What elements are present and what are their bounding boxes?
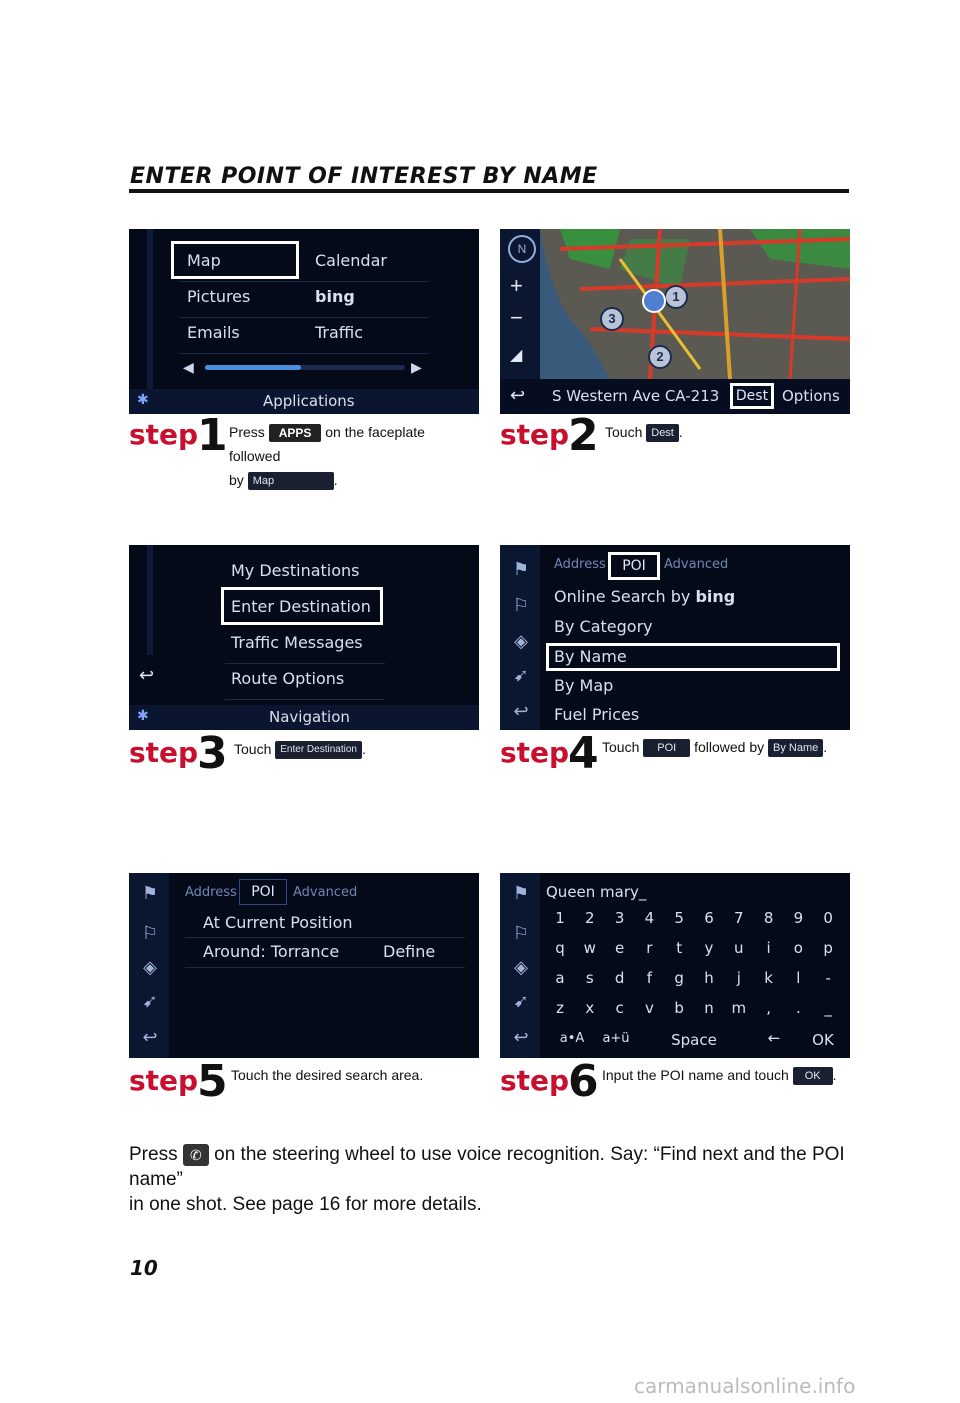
ok-button-chip: OK bbox=[793, 1067, 833, 1085]
scrollbar[interactable] bbox=[205, 365, 405, 370]
screen-label-navigation: Navigation bbox=[269, 708, 350, 726]
step-5-caption: Touch the desired search area. bbox=[231, 1067, 424, 1083]
key-2-5[interactable]: h bbox=[704, 969, 714, 987]
tab-advanced[interactable]: Advanced bbox=[664, 557, 729, 572]
map-button-chip: Map bbox=[248, 472, 334, 490]
key-0-0[interactable]: 1 bbox=[555, 909, 565, 927]
watermark: carmanualsonline.info bbox=[634, 1374, 856, 1398]
key-1-1[interactable]: w bbox=[583, 939, 596, 957]
map-marker-1[interactable]: 1 bbox=[664, 285, 688, 309]
menu-traffic[interactable]: Traffic bbox=[315, 323, 364, 342]
key-backspace[interactable]: ← bbox=[767, 1029, 781, 1047]
key-1-4[interactable]: t bbox=[676, 939, 683, 957]
key-0-6[interactable]: 7 bbox=[734, 909, 744, 927]
poi-name-input[interactable]: Queen mary_ bbox=[546, 883, 647, 901]
key-2-4[interactable]: g bbox=[674, 969, 684, 987]
key-2-0[interactable]: a bbox=[555, 969, 565, 987]
dest-button-chip: Dest bbox=[646, 424, 679, 442]
key-2-2[interactable]: d bbox=[614, 969, 625, 987]
bluetooth-icon: ✱ bbox=[137, 391, 149, 407]
zoom-in-button[interactable]: + bbox=[510, 273, 523, 298]
key-3-1[interactable]: x bbox=[585, 999, 595, 1017]
screenshot-applications bbox=[129, 229, 479, 414]
tab-address[interactable]: Address bbox=[185, 885, 237, 900]
key-1-9[interactable]: p bbox=[823, 939, 833, 957]
back-icon[interactable]: ↩ bbox=[513, 1027, 529, 1047]
menu-my-destinations[interactable]: My Destinations bbox=[231, 561, 360, 580]
key-2-9[interactable]: - bbox=[825, 969, 831, 987]
menu-around-torrance[interactable]: Around: Torrance bbox=[203, 942, 340, 961]
title-rule bbox=[129, 189, 849, 193]
enter-destination-icon[interactable]: ⚐ bbox=[512, 923, 530, 943]
destination-flag-icon[interactable]: ⚑ bbox=[512, 559, 530, 579]
key-3-9[interactable]: _ bbox=[824, 999, 832, 1017]
route-icon[interactable]: ➹ bbox=[513, 991, 529, 1011]
key-2-7[interactable]: k bbox=[764, 969, 773, 987]
menu-route-options[interactable]: Route Options bbox=[231, 669, 345, 688]
scroll-left-icon[interactable]: ◀ bbox=[183, 359, 194, 375]
screenshot-map bbox=[500, 229, 850, 414]
key-1-5[interactable]: y bbox=[704, 939, 714, 957]
dest-button[interactable]: Dest bbox=[730, 383, 774, 409]
key-3-0[interactable]: z bbox=[556, 999, 564, 1017]
menu-by-name[interactable]: By Name bbox=[554, 647, 627, 666]
destination-flag-icon[interactable]: ⚑ bbox=[512, 883, 530, 903]
step-3-label: step 3 bbox=[129, 728, 228, 779]
key-3-2[interactable]: c bbox=[615, 999, 624, 1017]
key-1-3[interactable]: r bbox=[646, 939, 653, 957]
tab-poi[interactable]: POI bbox=[239, 879, 287, 905]
key-3-4[interactable]: b bbox=[674, 999, 684, 1017]
step-3-caption: Touch Enter Destination . bbox=[234, 737, 474, 761]
menu-emails[interactable]: Emails bbox=[187, 323, 240, 342]
menu-enter-destination[interactable]: Enter Destination bbox=[231, 597, 371, 616]
key-0-9[interactable]: 0 bbox=[823, 909, 833, 927]
key-1-2[interactable]: e bbox=[614, 939, 625, 957]
voice-recognition-note: Press ✆ on the steering wheel to use voice recognition. Say: “Find next and the POI name” in one shot. See page 16 for more details. bbox=[129, 1144, 845, 1215]
page-title: ENTER POINT OF INTEREST BY NAME bbox=[130, 164, 598, 189]
back-icon[interactable]: ↩ bbox=[510, 385, 526, 405]
step-6-caption: Input the POI name and touch OK . bbox=[602, 1063, 847, 1087]
key-3-8[interactable]: . bbox=[796, 999, 801, 1017]
enter-destination-icon[interactable]: ⚐ bbox=[512, 595, 530, 615]
zoom-out-button[interactable]: − bbox=[510, 305, 523, 330]
route-icon[interactable]: ➹ bbox=[142, 991, 158, 1011]
key-ok[interactable]: OK bbox=[812, 1031, 834, 1049]
key-1-0[interactable]: q bbox=[555, 939, 565, 957]
key-2-1[interactable]: s bbox=[585, 969, 594, 987]
step-2-label: step 2 bbox=[500, 410, 599, 461]
menu-bing[interactable]: bing bbox=[315, 287, 355, 306]
back-icon[interactable]: ↩ bbox=[139, 665, 155, 685]
apps-button-chip: APPS bbox=[269, 424, 322, 442]
vehicle-position-icon bbox=[642, 289, 666, 313]
screenshot-search-area bbox=[129, 873, 479, 1058]
key-3-3[interactable]: v bbox=[644, 999, 654, 1017]
key-0-3[interactable]: 4 bbox=[644, 909, 655, 927]
key-1-7[interactable]: i bbox=[766, 939, 771, 957]
map-view-icon[interactable]: ◢ bbox=[510, 347, 523, 364]
menu-at-current-position[interactable]: At Current Position bbox=[203, 913, 353, 932]
key-space[interactable]: Space bbox=[671, 1031, 717, 1049]
current-road: S Western Ave CA-213 bbox=[552, 387, 720, 405]
traffic-icon[interactable]: ◈ bbox=[514, 631, 528, 651]
route-icon[interactable]: ➹ bbox=[513, 665, 529, 685]
traffic-icon[interactable]: ◈ bbox=[514, 957, 528, 977]
step-5-label: step 5 bbox=[129, 1056, 228, 1107]
talk-button-icon: ✆ bbox=[183, 1144, 209, 1166]
key-1-8[interactable]: o bbox=[793, 939, 803, 957]
screenshot-navigation bbox=[129, 545, 479, 730]
bluetooth-icon: ✱ bbox=[137, 707, 149, 723]
step-2-caption: Touch Dest . bbox=[605, 420, 845, 444]
key-0-1[interactable]: 2 bbox=[585, 909, 595, 927]
screenshot-keyboard bbox=[500, 873, 850, 1058]
key-2-8[interactable]: l bbox=[796, 969, 801, 987]
key-case-toggle[interactable]: a•A bbox=[559, 1031, 585, 1046]
key-0-5[interactable]: 6 bbox=[704, 909, 714, 927]
step-4-caption: Touch POI followed by By Name . bbox=[602, 735, 847, 759]
key-0-4[interactable]: 5 bbox=[674, 909, 684, 927]
menu-by-category[interactable]: By Category bbox=[554, 617, 653, 636]
enter-destination-chip: Enter Destination bbox=[275, 741, 362, 759]
step-4-label: step 4 bbox=[500, 728, 599, 779]
menu-by-map[interactable]: By Map bbox=[554, 676, 614, 695]
key-accents[interactable]: a+ü bbox=[602, 1031, 630, 1046]
poi-chip: POI bbox=[643, 739, 690, 757]
by-name-chip: By Name bbox=[768, 739, 823, 757]
key-3-6[interactable]: m bbox=[731, 999, 747, 1017]
traffic-icon[interactable]: ◈ bbox=[143, 957, 157, 977]
back-icon[interactable]: ↩ bbox=[513, 701, 529, 721]
screen-label-applications: Applications bbox=[263, 392, 355, 410]
map-marker-2[interactable]: 2 bbox=[648, 345, 672, 369]
tab-address[interactable]: Address bbox=[554, 557, 606, 572]
key-2-6[interactable]: j bbox=[736, 969, 741, 987]
menu-calendar[interactable]: Calendar bbox=[315, 251, 387, 270]
menu-traffic-messages[interactable]: Traffic Messages bbox=[231, 633, 363, 652]
back-icon[interactable]: ↩ bbox=[142, 1027, 158, 1047]
tab-poi[interactable]: POI bbox=[608, 552, 660, 580]
screenshot-poi-menu bbox=[500, 545, 850, 730]
destination-flag-icon[interactable]: ⚑ bbox=[141, 883, 159, 903]
scroll-right-icon[interactable]: ▶ bbox=[411, 359, 422, 375]
key-0-2[interactable]: 3 bbox=[614, 909, 625, 927]
page-number: 10 bbox=[130, 1256, 158, 1280]
step-1-label: step 1 bbox=[129, 410, 228, 461]
key-3-7[interactable]: , bbox=[766, 999, 771, 1017]
step-6-label: step 6 bbox=[500, 1056, 599, 1107]
key-1-6[interactable]: u bbox=[734, 939, 744, 957]
menu-fuel-prices[interactable]: Fuel Prices bbox=[554, 705, 640, 724]
define-button[interactable]: Define bbox=[383, 942, 436, 961]
compass-icon[interactable]: N bbox=[508, 235, 536, 263]
key-0-8[interactable]: 9 bbox=[793, 909, 804, 927]
tab-advanced[interactable]: Advanced bbox=[293, 885, 358, 900]
menu-pictures[interactable]: Pictures bbox=[187, 287, 251, 306]
map-marker-3[interactable]: 3 bbox=[600, 307, 624, 331]
options-button[interactable]: Options bbox=[782, 387, 840, 405]
menu-map[interactable]: Map bbox=[187, 251, 221, 270]
enter-destination-icon[interactable]: ⚐ bbox=[141, 923, 159, 943]
menu-online-search[interactable]: Online Search by bing bbox=[554, 587, 736, 606]
key-3-5[interactable]: n bbox=[704, 999, 714, 1017]
step-1-caption: Press APPS on the faceplate followed by Map . bbox=[229, 420, 479, 492]
key-0-7[interactable]: 8 bbox=[763, 909, 774, 927]
key-2-3[interactable]: f bbox=[646, 969, 653, 987]
